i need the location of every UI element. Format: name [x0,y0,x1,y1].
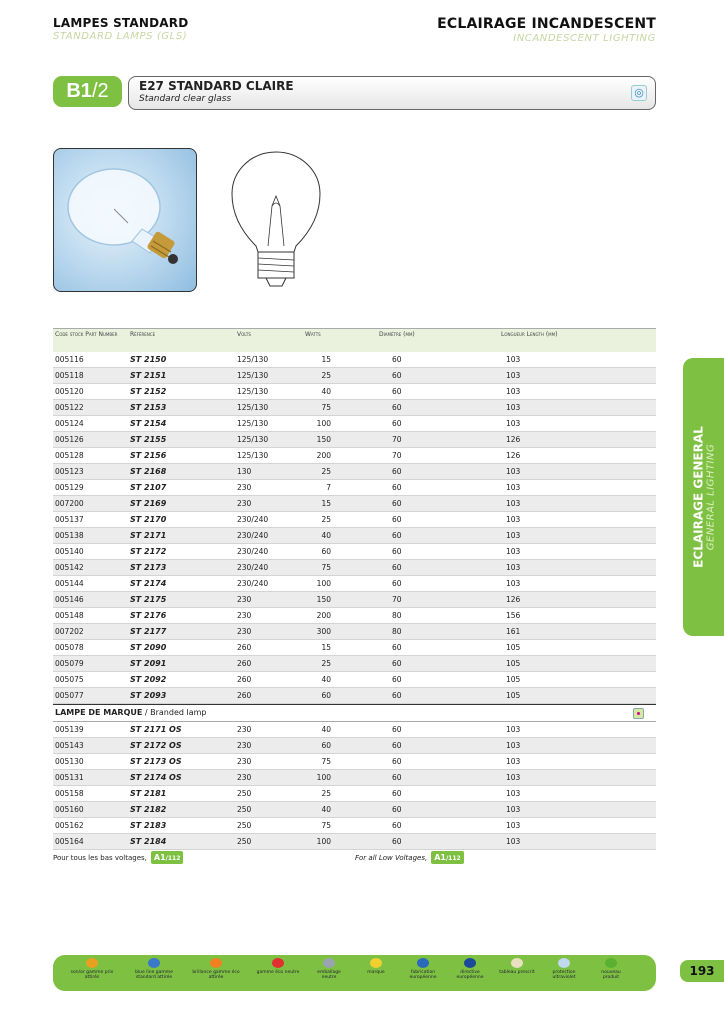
cell-part-number: 005148 [55,611,84,620]
cell-volts: 230 [237,725,252,734]
cell-length: 103 [506,821,521,830]
cell-volts: 230 [237,757,252,766]
cell-volts: 260 [237,659,252,668]
cell-diameter: 70 [392,451,402,460]
table-row [53,384,656,400]
cell-diameter: 60 [392,579,402,588]
cell-watts: 60 [321,741,331,750]
legend-item [63,958,121,980]
col-length: Longueur Length (mm) [501,331,558,338]
branded-subheader [53,704,656,722]
legend-label: brillance gamme éco attirée [192,970,240,980]
cell-volts: 125/130 [237,419,269,428]
legend-icon [464,958,476,968]
cell-volts: 230 [237,773,252,782]
branded-title: LAMPE DE MARQUE [55,708,143,717]
cell-length: 105 [506,659,521,668]
lamp-photo [53,148,197,292]
legend-item [593,958,629,980]
cell-watts: 300 [316,627,331,636]
cell-volts: 230 [237,627,252,636]
cell-reference: ST 2151 [130,371,167,380]
cell-volts: 125/130 [237,387,269,396]
cell-watts: 25 [321,371,331,380]
cell-watts: 25 [321,659,331,668]
table-header [53,328,656,352]
cell-diameter: 60 [392,563,402,572]
cell-diameter: 60 [392,515,402,524]
table-row [53,496,656,512]
cell-volts: 230/240 [237,563,269,572]
cell-part-number: 005122 [55,403,84,412]
cell-part-number: 005120 [55,387,84,396]
cell-volts: 260 [237,643,252,652]
cell-part-number: 005126 [55,435,84,444]
cell-length: 126 [506,451,521,460]
col-reference: Référence [130,331,156,338]
cell-watts: 150 [316,595,331,604]
legend-item [187,958,245,980]
cell-volts: 125/130 [237,451,269,460]
cell-part-number: 005144 [55,579,84,588]
cell-length: 105 [506,691,521,700]
cell-reference: ST 2172 [130,547,167,556]
cell-volts: 230/240 [237,547,269,556]
legend-item [358,958,394,975]
cell-volts: 130 [237,467,252,476]
cell-watts: 7 [326,483,331,492]
cell-watts: 150 [316,435,331,444]
table-row [53,818,656,834]
cell-volts: 230/240 [237,515,269,524]
cell-reference: ST 2176 [130,611,167,620]
table-row [53,368,656,384]
cell-volts: 125/130 [237,435,269,444]
cell-length: 103 [506,483,521,492]
header-right-subtitle: INCANDESCENT LIGHTING [513,33,656,44]
cell-diameter: 70 [392,595,402,604]
table-row [53,448,656,464]
cell-diameter: 60 [392,659,402,668]
cell-part-number: 005143 [55,741,84,750]
legend-item [546,958,582,980]
cell-watts: 75 [321,821,331,830]
cell-part-number: 005160 [55,805,84,814]
cell-reference: ST 2174 [130,579,167,588]
cell-reference: ST 2177 [130,627,167,636]
cell-reference: ST 2175 [130,595,167,604]
cell-watts: 40 [321,675,331,684]
cell-volts: 125/130 [237,403,269,412]
cell-diameter: 60 [392,531,402,540]
table-row [53,400,656,416]
col-diameter: Diamètre (mm) [379,331,415,338]
cell-length: 103 [506,467,521,476]
cell-length: 105 [506,643,521,652]
cell-length: 103 [506,579,521,588]
cell-part-number: 005118 [55,371,84,380]
cell-watts: 40 [321,387,331,396]
section-badge [53,76,122,107]
cell-part-number: 005137 [55,515,84,524]
cell-volts: 250 [237,789,252,798]
cell-volts: 230 [237,499,252,508]
col-part-number: Code stock Part Number [55,331,118,338]
cell-reference: ST 2182 [130,805,167,814]
legend-icon [417,958,429,968]
note-left-chip[interactable] [151,851,183,864]
cell-watts: 40 [321,725,331,734]
cell-reference: ST 2155 [130,435,167,444]
cell-reference: ST 2181 [130,789,167,798]
cell-part-number: 005162 [55,821,84,830]
chip-page: /112 [165,855,181,862]
cell-part-number: 005146 [55,595,84,604]
cell-diameter: 60 [392,757,402,766]
table-row [53,528,656,544]
chip-main: A1 [153,853,166,862]
chip-page: /112 [445,855,461,862]
cell-diameter: 60 [392,643,402,652]
table-row [53,754,656,770]
table-row [53,834,656,850]
table-row [53,722,656,738]
cell-diameter: 60 [392,741,402,750]
cell-length: 105 [506,675,521,684]
cell-watts: 100 [316,773,331,782]
cell-watts: 60 [321,547,331,556]
brand-icon [633,708,644,719]
cell-length: 126 [506,435,521,444]
cell-reference: ST 2183 [130,821,167,830]
cell-part-number: 007202 [55,627,84,636]
cell-reference: ST 2170 [130,515,167,524]
cell-diameter: 60 [392,483,402,492]
table-row [53,576,656,592]
cell-part-number: 005140 [55,547,84,556]
side-tab-sub: GENERAL LIGHTING [705,443,716,551]
lamp-drawing [228,148,324,296]
note-left-text: Pour tous les bas voltages, [53,853,147,862]
badge-fraction: /2 [91,80,109,102]
legend-item [405,958,441,980]
target-icon: ◎ [631,85,647,101]
table-row [53,688,656,704]
product-table [53,328,656,850]
cell-length: 103 [506,757,521,766]
legend-icon [558,958,570,968]
cell-reference: ST 2153 [130,403,167,412]
chip-main: A1 [434,853,446,862]
legend-label: nouveau produit [601,970,621,980]
cell-watts: 40 [321,531,331,540]
cell-length: 103 [506,355,521,364]
cell-part-number: 005130 [55,757,84,766]
section-title-box [128,76,656,110]
cell-watts: 200 [316,611,331,620]
cell-reference: ST 2093 [130,691,167,700]
cell-length: 103 [506,403,521,412]
cell-part-number: 005139 [55,725,84,734]
cell-watts: 60 [321,691,331,700]
cell-length: 103 [506,547,521,556]
cell-part-number: 005124 [55,419,84,428]
legend-icon [148,958,160,968]
table-row [53,544,656,560]
table-row [53,464,656,480]
table-row [53,738,656,754]
cell-part-number: 005131 [55,773,84,782]
cell-volts: 250 [237,837,252,846]
legend-icon [511,958,523,968]
legend-label: blue line gamme standard attirée [135,970,173,980]
cell-part-number: 005077 [55,691,84,700]
cell-diameter: 80 [392,627,402,636]
header-right [437,16,656,44]
legend-icon [370,958,382,968]
cell-volts: 230 [237,611,252,620]
cell-reference: ST 2107 [130,483,167,492]
table-row [53,592,656,608]
cell-length: 103 [506,725,521,734]
col-watts: Watts [305,331,321,338]
legend-label: son/or gamme prix attirés [70,970,114,980]
note-right [355,851,464,864]
table-row [53,802,656,818]
side-tab [683,358,724,636]
table-row [53,608,656,624]
cell-watts: 75 [321,403,331,412]
cell-length: 103 [506,371,521,380]
cell-reference: ST 2168 [130,467,167,476]
cell-part-number: 005116 [55,355,84,364]
cell-volts: 260 [237,675,252,684]
cell-reference: ST 2092 [130,675,167,684]
cell-length: 156 [506,611,521,620]
cell-watts: 75 [321,757,331,766]
cell-length: 103 [506,773,521,782]
cell-diameter: 60 [392,419,402,428]
cell-diameter: 60 [392,371,402,380]
legend-icon [272,958,284,968]
cell-length: 103 [506,563,521,572]
note-left [53,851,183,864]
cell-part-number: 005138 [55,531,84,540]
legend-label: gamme éco neutre [256,970,300,975]
cell-part-number: 005079 [55,659,84,668]
table-row [53,672,656,688]
cell-watts: 75 [321,563,331,572]
cell-reference: ST 2156 [130,451,167,460]
cell-watts: 25 [321,789,331,798]
lamp-photo-icon [54,149,197,292]
legend-label: fabrication européenne [409,970,437,980]
legend-label: marque [367,970,385,975]
cell-diameter: 80 [392,611,402,620]
side-tab-main: ECLAIRAGE GENERAL [691,426,705,568]
cell-watts: 15 [321,643,331,652]
cell-length: 103 [506,741,521,750]
cell-watts: 100 [316,837,331,846]
badge-main: B1 [66,80,92,102]
note-right-text: For all Low Voltages, [355,853,428,862]
cell-diameter: 60 [392,355,402,364]
cell-part-number: 007200 [55,499,84,508]
cell-volts: 260 [237,691,252,700]
col-volts: Volts [237,331,251,338]
cell-reference: ST 2171 OS [130,725,182,734]
cell-reference: ST 2174 OS [130,773,182,782]
cell-watts: 100 [316,579,331,588]
header-left [53,16,188,42]
legend-label: emballage neutre [317,970,341,980]
legend-icon [323,958,335,968]
cell-watts: 200 [316,451,331,460]
cell-diameter: 60 [392,403,402,412]
cell-diameter: 60 [392,725,402,734]
legend-item [249,958,307,975]
table-row [53,656,656,672]
table-row [53,624,656,640]
cell-part-number: 005078 [55,643,84,652]
header-right-title: ECLAIRAGE INCANDESCENT [437,16,656,32]
legend-icon [605,958,617,968]
page-number: 193 [680,960,724,982]
cell-reference: ST 2154 [130,419,167,428]
cell-volts: 230 [237,741,252,750]
cell-reference: ST 2173 OS [130,757,182,766]
cell-reference: ST 2150 [130,355,167,364]
cell-part-number: 005158 [55,789,84,798]
cell-reference: ST 2169 [130,499,167,508]
cell-volts: 230/240 [237,579,269,588]
cell-watts: 40 [321,805,331,814]
side-tab-text [691,426,716,568]
legend-item [499,958,535,975]
cell-reference: ST 2152 [130,387,167,396]
cell-reference: ST 2090 [130,643,167,652]
cell-length: 103 [506,805,521,814]
table-row [53,560,656,576]
lamp-outline-icon [228,148,324,292]
cell-length: 103 [506,837,521,846]
cell-diameter: 60 [392,691,402,700]
cell-diameter: 60 [392,789,402,798]
cell-diameter: 60 [392,837,402,846]
cell-diameter: 60 [392,387,402,396]
cell-reference: ST 2171 [130,531,167,540]
cell-part-number: 005129 [55,483,84,492]
table-row [53,352,656,368]
cell-part-number: 005142 [55,563,84,572]
legend-label: protection ultraviolet [552,970,576,980]
cell-diameter: 60 [392,499,402,508]
table-row [53,480,656,496]
cell-part-number: 005164 [55,837,84,846]
cell-reference: ST 2173 [130,563,167,572]
section-subtitle: Standard clear glass [139,94,232,104]
cell-length: 103 [506,515,521,524]
table-body [53,352,656,704]
cell-volts: 230 [237,595,252,604]
cell-diameter: 60 [392,547,402,556]
cell-part-number: 005128 [55,451,84,460]
cell-diameter: 60 [392,805,402,814]
cell-watts: 25 [321,467,331,476]
table-row [53,512,656,528]
table-row [53,786,656,802]
cell-watts: 100 [316,419,331,428]
cell-diameter: 60 [392,821,402,830]
legend-label: directive européenne [456,970,484,980]
footer-legend [53,955,656,991]
legend-item [311,958,347,980]
cell-reference: ST 2172 OS [130,741,182,750]
header-left-subtitle: STANDARD LAMPS (GLS) [53,31,188,42]
legend-icon [86,958,98,968]
legend-icon [210,958,222,968]
cell-part-number: 005075 [55,675,84,684]
legend-label: tableau prescrit [499,970,535,975]
cell-volts: 250 [237,821,252,830]
cell-reference: ST 2184 [130,837,167,846]
table-row [53,416,656,432]
table-row [53,432,656,448]
branded-subtitle: / Branded lamp [144,708,207,717]
section-header [53,76,656,110]
cell-watts: 15 [321,355,331,364]
branded-table-body [53,722,656,850]
cell-diameter: 60 [392,773,402,782]
cell-length: 103 [506,789,521,798]
cell-part-number: 005123 [55,467,84,476]
legend-item [125,958,183,980]
cell-volts: 125/130 [237,371,269,380]
cell-length: 103 [506,419,521,428]
cell-length: 161 [506,627,521,636]
table-row [53,640,656,656]
cell-volts: 230/240 [237,531,269,540]
section-title: E27 STANDARD CLAIRE [139,79,294,93]
cell-length: 126 [506,595,521,604]
cell-diameter: 60 [392,467,402,476]
cell-volts: 250 [237,805,252,814]
legend-item [452,958,488,980]
cell-diameter: 70 [392,435,402,444]
note-right-chip[interactable] [431,851,463,864]
cell-watts: 25 [321,515,331,524]
cell-length: 103 [506,387,521,396]
cell-volts: 230 [237,483,252,492]
cell-length: 103 [506,531,521,540]
cell-reference: ST 2091 [130,659,167,668]
cell-watts: 15 [321,499,331,508]
cell-diameter: 60 [392,675,402,684]
cell-volts: 125/130 [237,355,269,364]
table-row [53,770,656,786]
cell-length: 103 [506,499,521,508]
header-left-title: LAMPES STANDARD [53,16,189,30]
